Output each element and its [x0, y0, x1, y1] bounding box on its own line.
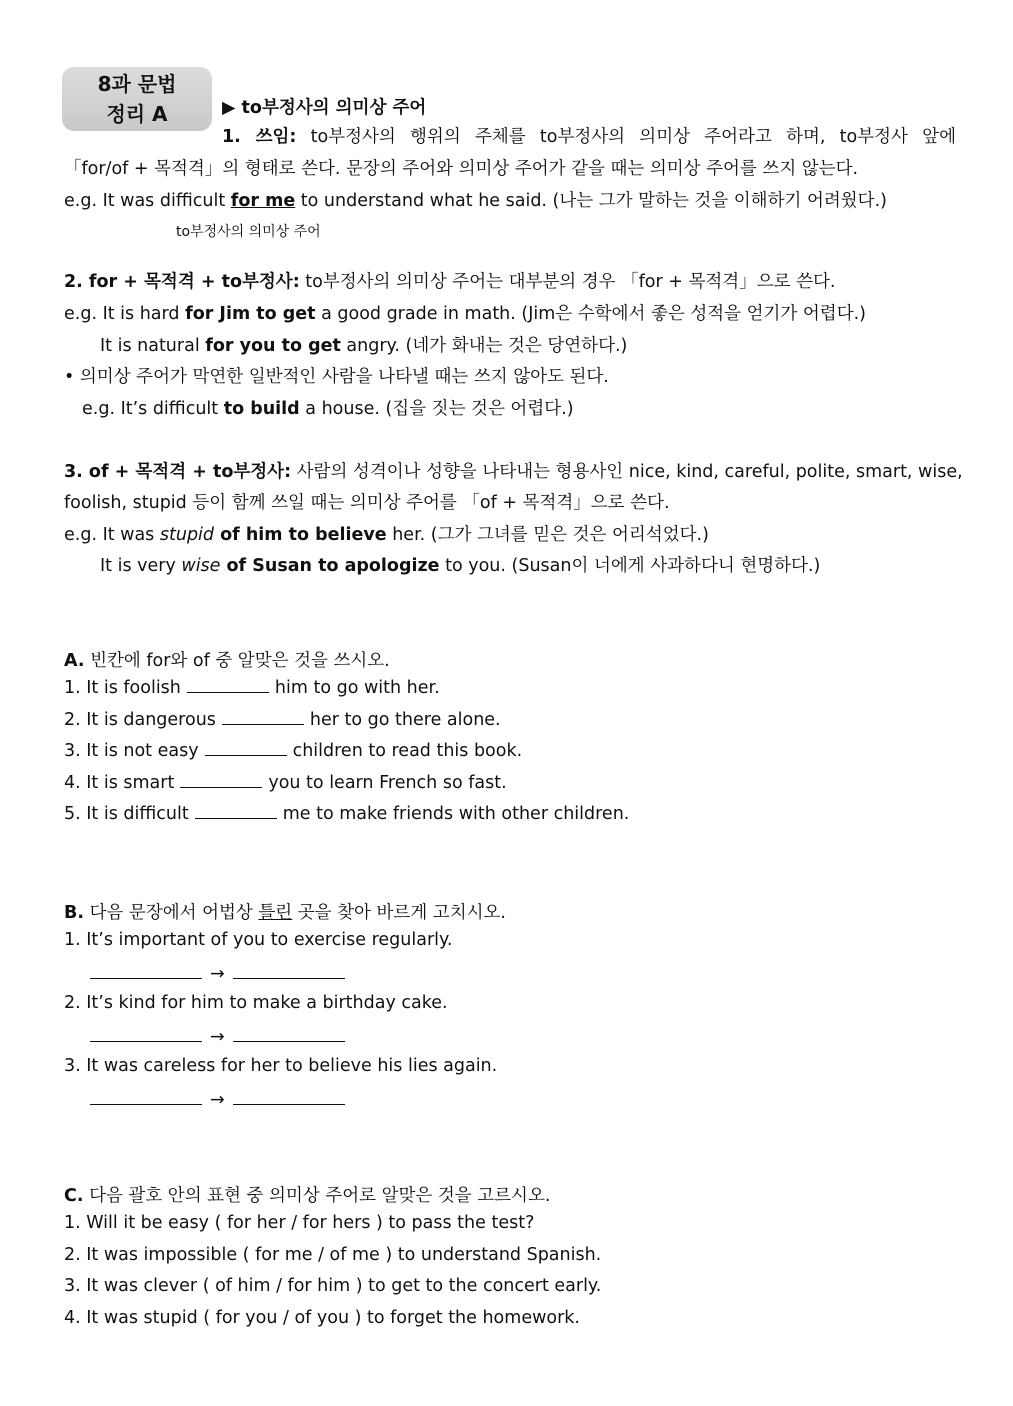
- exB-item-2: 2. It’s kind for him to make a birthday cake.: [64, 993, 448, 1013]
- exA-item-3: [64, 741, 522, 761]
- exA-item-pre: 1. It is foolish: [64, 678, 181, 698]
- wrong-part-blank[interactable]: [90, 1088, 202, 1105]
- lesson-badge: [62, 67, 212, 131]
- exA-instruction-line: [64, 647, 390, 672]
- exC-instruction-line: [64, 1182, 550, 1207]
- exA-item-post: you to learn French so fast.: [268, 773, 507, 793]
- exC-item-3[interactable]: 3. It was clever ( of him / for him ) to get to the concert early.: [64, 1276, 602, 1296]
- s3-title: 3. of + 목적격 + to부정사:: [64, 462, 292, 482]
- exC-label: C.: [64, 1186, 84, 1206]
- exA-item-1: [64, 678, 440, 698]
- exA-item-post: children to read this book.: [292, 741, 523, 761]
- exC-item-1[interactable]: 1. Will it be easy ( for her / for hers ) to pass the test?: [64, 1213, 535, 1233]
- s3-eg2-post: to you. (Susan이 너에게 사과하다니 현명하다.): [439, 556, 821, 576]
- wrong-part-blank[interactable]: [90, 1025, 202, 1042]
- arrow-icon: →: [210, 964, 225, 984]
- exA-item-post: me to make friends with other children.: [282, 804, 630, 824]
- answer-blank[interactable]: [187, 678, 269, 693]
- exA-item-4: [64, 773, 507, 793]
- s2-bullet: • 의미상 주어가 막연한 일반적인 사람을 나타낼 때는 쓰지 않아도 된다.: [64, 367, 609, 387]
- s3-eg1-post: her. (그가 그녀를 믿은 것은 어리석었다.): [386, 525, 709, 545]
- answer-blank[interactable]: [180, 773, 262, 788]
- s2-example1: [64, 300, 866, 325]
- exA-item-post: her to go there alone.: [309, 710, 501, 730]
- s1-eg-bold: for me: [230, 191, 296, 211]
- exC-item-4[interactable]: 4. It was stupid ( for you / of you ) to forget the homework.: [64, 1308, 580, 1328]
- section-heading: ▶ to부정사의 의미상 주어: [222, 98, 427, 118]
- s3-eg2-pre: It is very: [100, 556, 182, 576]
- s1-line1: [222, 123, 956, 148]
- exA-item-pre: 5. It is difficult: [64, 804, 189, 824]
- s2-eg1-post: a good grade in math. (Jim은 수학에서 좋은 성적을 얻기가 어렵다.): [315, 304, 866, 324]
- exB-item-1: 1. It’s important of you to exercise regularly.: [64, 930, 453, 950]
- answer-blank[interactable]: [222, 710, 304, 725]
- s2-text: to부정사의 의미상 주어는 대부분의 경우 「for + 목적격」으로 쓴다.: [299, 272, 836, 292]
- s2-eg2-pre: It is natural: [100, 336, 206, 356]
- s3-eg1-pre: e.g. It was: [64, 525, 160, 545]
- arrow-icon: →: [210, 1090, 225, 1110]
- correction-blank[interactable]: [233, 1088, 345, 1105]
- s2-example3: [82, 395, 574, 420]
- s2-eg3-pre: e.g. It’s difficult: [82, 399, 224, 419]
- s2-eg1-pre: e.g. It is hard: [64, 304, 186, 324]
- answer-blank[interactable]: [205, 741, 287, 756]
- s2-example2: [100, 332, 627, 357]
- exB-answer-3: [90, 1088, 345, 1110]
- exB-instr-underlined: 틀린: [258, 903, 293, 923]
- s2-title: 2. for + 목적격 + to부정사:: [64, 272, 300, 292]
- exA-item-2: [64, 710, 501, 730]
- s2-eg3-post: a house. (집을 짓는 것은 어렵다.): [299, 399, 574, 419]
- exA-item-pre: 4. It is smart: [64, 773, 175, 793]
- s3-example2: [100, 552, 820, 577]
- s3-eg1-bold: of him to believe: [214, 525, 387, 545]
- s1-line2: 「for/of + 목적격」의 형태로 쓴다. 문장의 주어와 의미상 주어가 같을 때는 의미상 주어를 쓰지 않는다.: [64, 159, 859, 179]
- s2-eg2-post: angry. (네가 화내는 것은 당연하다.): [340, 336, 628, 356]
- s3-eg2-ital: wise: [181, 556, 221, 576]
- s2-eg3-bold: to build: [223, 399, 300, 419]
- s2-eg2-bold: for you to get: [205, 336, 341, 356]
- correction-blank[interactable]: [233, 1025, 345, 1042]
- s1-note: to부정사의 의미상 주어: [176, 224, 321, 240]
- arrow-icon: →: [210, 1027, 225, 1047]
- exB-answer-1: [90, 962, 345, 984]
- exA-item-pre: 3. It is not easy: [64, 741, 199, 761]
- exC-instruction: 다음 괄호 안의 표현 중 의미상 주어로 알맞은 것을 고르시오.: [83, 1186, 551, 1206]
- s2-eg1-bold: for Jim to get: [185, 304, 316, 324]
- exB-label: B.: [64, 903, 84, 923]
- s1-example: [64, 187, 887, 212]
- s2-title-line: [64, 268, 835, 293]
- exB-instr-post: 곳을 찾아 바르게 고치시오.: [292, 903, 506, 923]
- s1-num: 1. 쓰임:: [222, 127, 297, 147]
- s3-example1: [64, 521, 709, 546]
- exA-item-5: [64, 804, 629, 824]
- wrong-part-blank[interactable]: [90, 962, 202, 979]
- lesson-badge-line2: 정리 A: [106, 102, 168, 126]
- s3-line1: [64, 458, 963, 483]
- exA-instruction: 빈칸에 for와 of 중 알맞은 것을 쓰시오.: [84, 651, 390, 671]
- exB-item-3: 3. It was careless for her to believe his lies again.: [64, 1056, 498, 1076]
- s3-text1: 사람의 성격이나 성향을 나타내는 형용사인 nice, kind, careful, polite, smart, wise,: [291, 462, 963, 482]
- s1-eg-post: to understand what he said. (나는 그가 말하는 것을 이해하기 어려웠다.): [295, 191, 887, 211]
- exA-label: A.: [64, 651, 85, 671]
- exB-instr-pre: 다음 문장에서 어법상: [84, 903, 259, 923]
- answer-blank[interactable]: [195, 804, 277, 819]
- exB-answer-2: [90, 1025, 345, 1047]
- exC-item-2[interactable]: 2. It was impossible ( for me / of me ) to understand Spanish.: [64, 1245, 602, 1265]
- correction-blank[interactable]: [233, 962, 345, 979]
- exA-item-pre: 2. It is dangerous: [64, 710, 216, 730]
- s3-line2: foolish, stupid 등이 함께 쓰일 때는 의미상 주어를 「of + 목적격」으로 쓴다.: [64, 493, 670, 513]
- s3-eg1-ital: stupid: [159, 525, 215, 545]
- exB-instruction-line: [64, 899, 506, 924]
- lesson-badge-line1: 8과 문법: [97, 72, 177, 96]
- s3-eg2-bold: of Susan to apologize: [220, 556, 440, 576]
- exA-item-post: him to go with her.: [274, 678, 440, 698]
- s1-eg-pre: e.g. It was difficult: [64, 191, 231, 211]
- s1-text1: to부정사의 행위의 주체를 to부정사의 의미상 주어라고 하며, to부정사 앞에: [296, 127, 956, 147]
